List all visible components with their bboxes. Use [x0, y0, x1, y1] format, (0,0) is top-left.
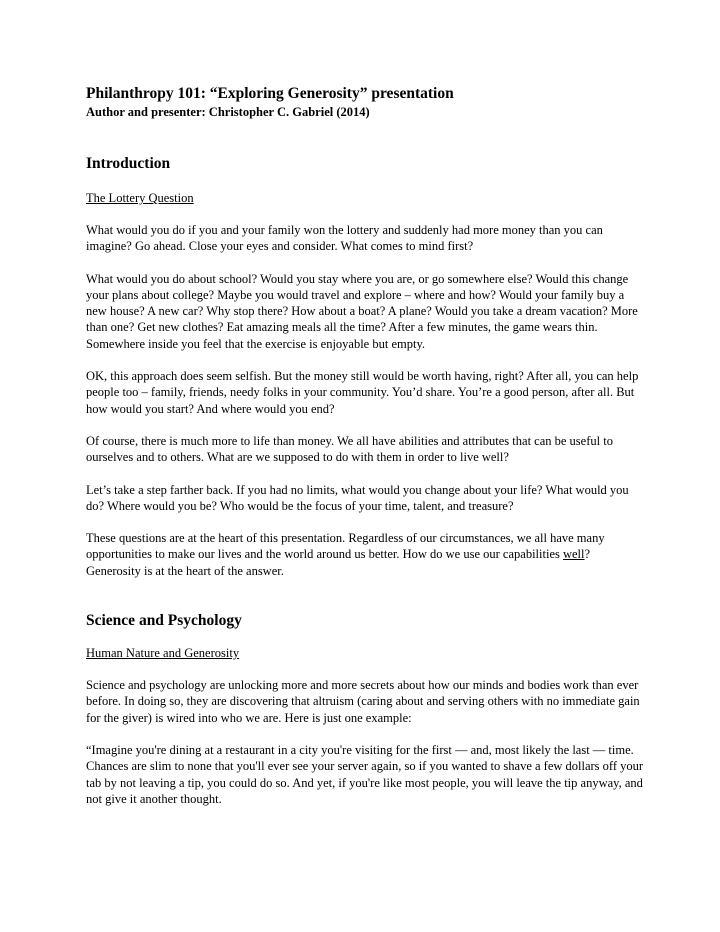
subheading-human-nature: Human Nature and Generosity: [86, 646, 240, 661]
intro-paragraph-3: OK, this approach does seem selfish. But the money still would be worth having, right? After all, you can help people too – family, friends, needy folks in your community. You’d share. You’re a good person, after all. But how would you start? And where would you end?: [86, 369, 639, 416]
science-quote: “Imagine you're dining at a restaurant in a city you're visiting for the first — and, most likely the last — time. Chances are slim to none that you'll ever see your server again, so if you wanted to shave a few dollars off your tab by not leaving a tip, you could do so. And yet, if you're like most people, you will leave the tip anyway, and not give it another thought.: [86, 742, 644, 806]
document-title: Philanthropy 101: “Exploring Generosity” presentation: [86, 85, 454, 102]
paragraph-text: ? Generosity is at the heart of the answer.: [86, 547, 591, 578]
document-page: [86, 84, 646, 807]
underlined-word: well: [562, 547, 585, 562]
paragraph-text: These questions are at the heart of this presentation. Regardless of our circumstances, we all have many opportunities to make our lives and the world around us better. How do we use our capabilities: [86, 531, 605, 562]
intro-paragraph-1: What would you do if you and your family won the lottery and suddenly had more money than you can imagine? Go ahead. Close your eyes and consider. What comes to mind first?: [86, 223, 603, 254]
science-paragraph-1: Science and psychology are unlocking more and more secrets about how our minds and bodies work than ever before. In doing so, they are discovering that altruism (caring about and serving others with no immediate gain for the giver) is wired into who we are. Here is just one example:: [86, 678, 640, 725]
document-subtitle: Author and presenter: Christopher C. Gabriel (2014): [86, 105, 370, 119]
intro-paragraph-4: Of course, there is much more to life than money. We all have abilities and attributes that can be useful to ourselves and to others. What are we supposed to do with them in order to live well?: [86, 433, 613, 465]
section-heading-science: Science and Psychology: [86, 612, 242, 630]
subheading-lottery-question: The Lottery Question: [86, 191, 194, 205]
intro-paragraph-2: What would you do about school? Would you stay where you are, or go somewhere else? Would this change your plans about college? Maybe you would travel and explore – where and how? Would your family buy a new house? A new car? Why stop there? How about a boat? A plane? Would you take a dream vacation? More than one? Get new clothes? Eat amazing meals all the time? After a few minutes, the game wears thin. Somewhere inside you feel that the exercise is enjoyable but empty.: [86, 271, 638, 351]
section-heading-introduction: Introduction: [86, 155, 171, 172]
intro-paragraph-5: Let’s take a step farther back. If you had no limits, what would you change about your life? What would you do? Where would you be? Who would be the focus of your time, talent, and treasure?: [86, 482, 629, 513]
intro-paragraph-6: [86, 530, 646, 579]
